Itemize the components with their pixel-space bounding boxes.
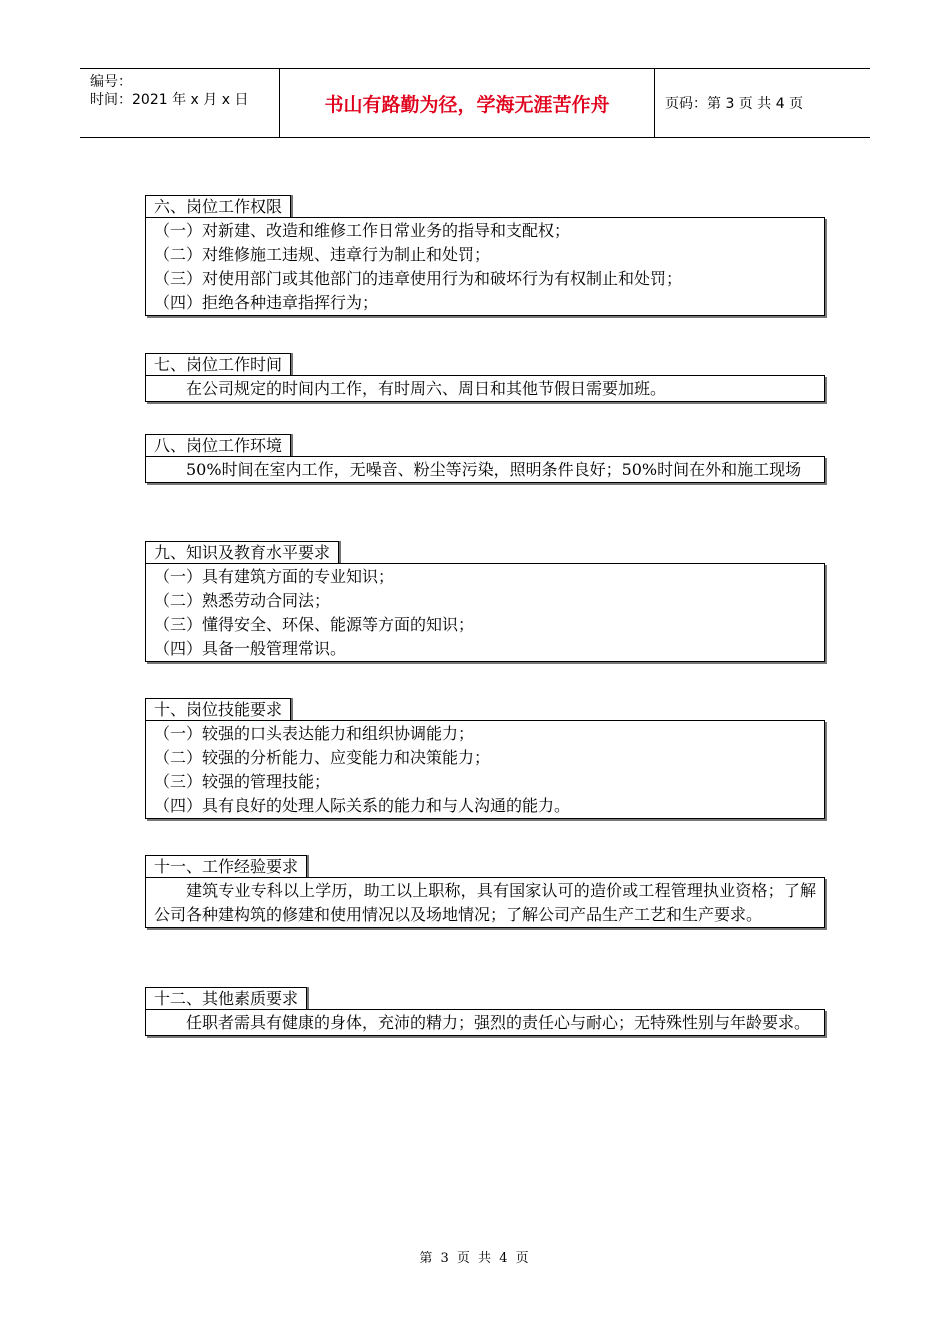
- list-item: （一）对新建、改造和维修工作日常业务的指导和支配权；: [154, 221, 571, 240]
- section-other-qualities: [145, 987, 825, 1036]
- section-body: [145, 217, 825, 316]
- number-label: 编号：: [90, 74, 132, 90]
- header-motto: 书山有路勤为径，学海无涯苦作舟: [280, 69, 655, 137]
- page-header: [80, 68, 870, 138]
- section-title: 十、岗位技能要求: [145, 698, 291, 720]
- section-body: [145, 375, 825, 402]
- section-title: 七、岗位工作时间: [145, 353, 291, 375]
- list-item: （一）具有建筑方面的专业知识；: [154, 567, 395, 586]
- list-item: （四）具备一般管理常识。: [154, 639, 347, 658]
- section-work-environment: [145, 434, 825, 483]
- section-body: [145, 563, 825, 662]
- section-body: [145, 720, 825, 819]
- list-item: （三）较强的管理技能；: [154, 772, 331, 791]
- section-experience: [145, 855, 825, 928]
- section-title: 九、知识及教育水平要求: [145, 541, 339, 563]
- section-title: 八、岗位工作环境: [145, 434, 291, 456]
- section-title: 十二、其他素质要求: [145, 987, 307, 1009]
- section-body: [145, 456, 825, 483]
- section-text: 50%时间在室内工作，无噪音、粉尘等污染，照明条件良好；50%时间在外和施工现场: [186, 460, 802, 479]
- page-footer: 第 3 页 共 4 页: [419, 1251, 531, 1266]
- header-page-info: 页码：第 3 页 共 4 页: [665, 96, 804, 112]
- section-education: [145, 541, 825, 662]
- time-label: 时间：2021 年 x 月 x 日: [90, 92, 249, 108]
- list-item: （二）对维修施工违规、违章行为制止和处罚；: [154, 245, 491, 264]
- section-text: 在公司规定的时间内工作，有时周六、周日和其他节假日需要加班。: [186, 379, 667, 398]
- list-item: （二）较强的分析能力、应变能力和决策能力；: [154, 748, 491, 767]
- section-body: [145, 1009, 825, 1036]
- list-item: （三）对使用部门或其他部门的违章使用行为和破坏行为有权制止和处罚；: [154, 269, 683, 288]
- section-work-time: [145, 353, 825, 402]
- section-title: 六、岗位工作权限: [145, 195, 291, 217]
- list-item: （四）拒绝各种违章指挥行为；: [154, 293, 379, 312]
- section-authority: [145, 195, 825, 316]
- list-item: （一）较强的口头表达能力和组织协调能力；: [154, 724, 475, 743]
- list-item: （四）具有良好的处理人际关系的能力和与人沟通的能力。: [154, 796, 571, 815]
- list-item: （二）熟悉劳动合同法；: [154, 591, 331, 610]
- section-title: 十一、工作经验要求: [145, 855, 307, 877]
- header-meta: [80, 69, 280, 137]
- section-text: 建筑专业专科以上学历，助工以上职称，具有国家认可的造价或工程管理执业资格；了解公司各种建构筑的修建和使用情况以及场地情况；了解公司产品生产工艺和生产要求。: [154, 881, 816, 924]
- section-text: 任职者需具有健康的身体，充沛的精力；强烈的责任心与耐心；无特殊性别与年龄要求。: [186, 1013, 811, 1032]
- section-skills: [145, 698, 825, 819]
- list-item: （三）懂得安全、环保、能源等方面的知识；: [154, 615, 475, 634]
- section-body: [145, 877, 825, 928]
